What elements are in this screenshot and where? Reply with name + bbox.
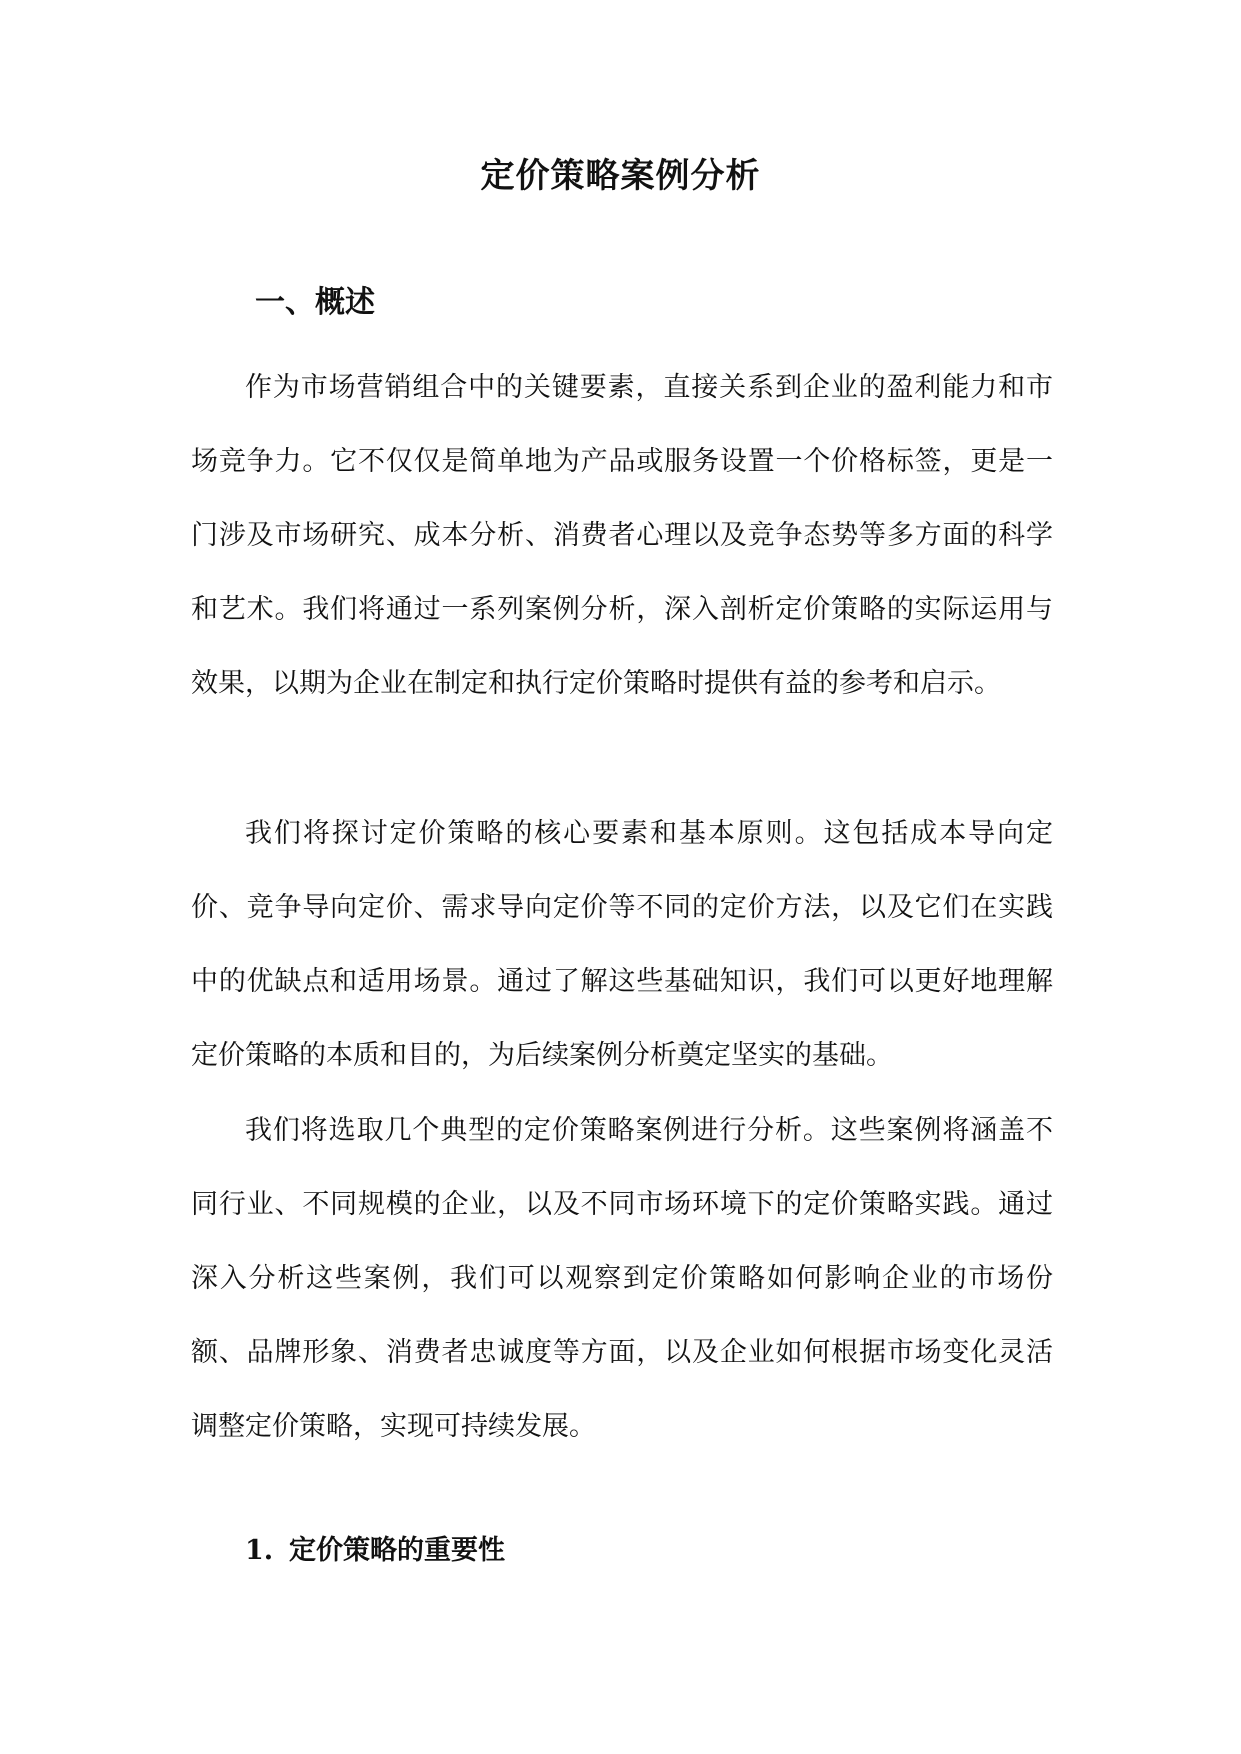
subheading-importance (245, 1526, 505, 1576)
subheading-number: 1. (245, 1535, 274, 1566)
document-title: 定价策略案例分析 (480, 156, 761, 196)
paragraph-core-elements: 我们将探讨定价策略的核心要素和基本原则。这包括成本导向定价、竞争导向定价、需求导向定价等不同的定价方法，以及它们在实践中的优缺点和适用场景。通过了解这些基础知识，我们可以更好地理解定价策略的本质和目的，为后续案例分析奠定坚实的基础。 (191, 818, 1053, 1071)
section-heading-overview: 一、概述 (255, 285, 375, 320)
subheading-text: 定价策略的重要性 (289, 1535, 505, 1566)
paragraph-intro: 作为市场营销组合中的关键要素，直接关系到企业的盈利能力和市场竞争力。它不仅仅是简单地为产品或服务设置一个价格标签，更是一门涉及市场研究、成本分析、消费者心理以及竞争态势等多方面的科学和艺术。我们将通过一系列案例分析，深入剖析定价策略的实际运用与效果，以期为企业在制定和执行定价策略时提供有益的参考和启示。 (191, 372, 1053, 699)
paragraph-case-selection: 我们将选取几个典型的定价策略案例进行分析。这些案例将涵盖不同行业、不同规模的企业，以及不同市场环境下的定价策略实践。通过深入分析这些案例，我们可以观察到定价策略如何影响企业的市场份额、品牌形象、消费者忠诚度等方面，以及企业如何根据市场变化灵活调整定价策略，实现可持续发展。 (191, 1115, 1053, 1442)
